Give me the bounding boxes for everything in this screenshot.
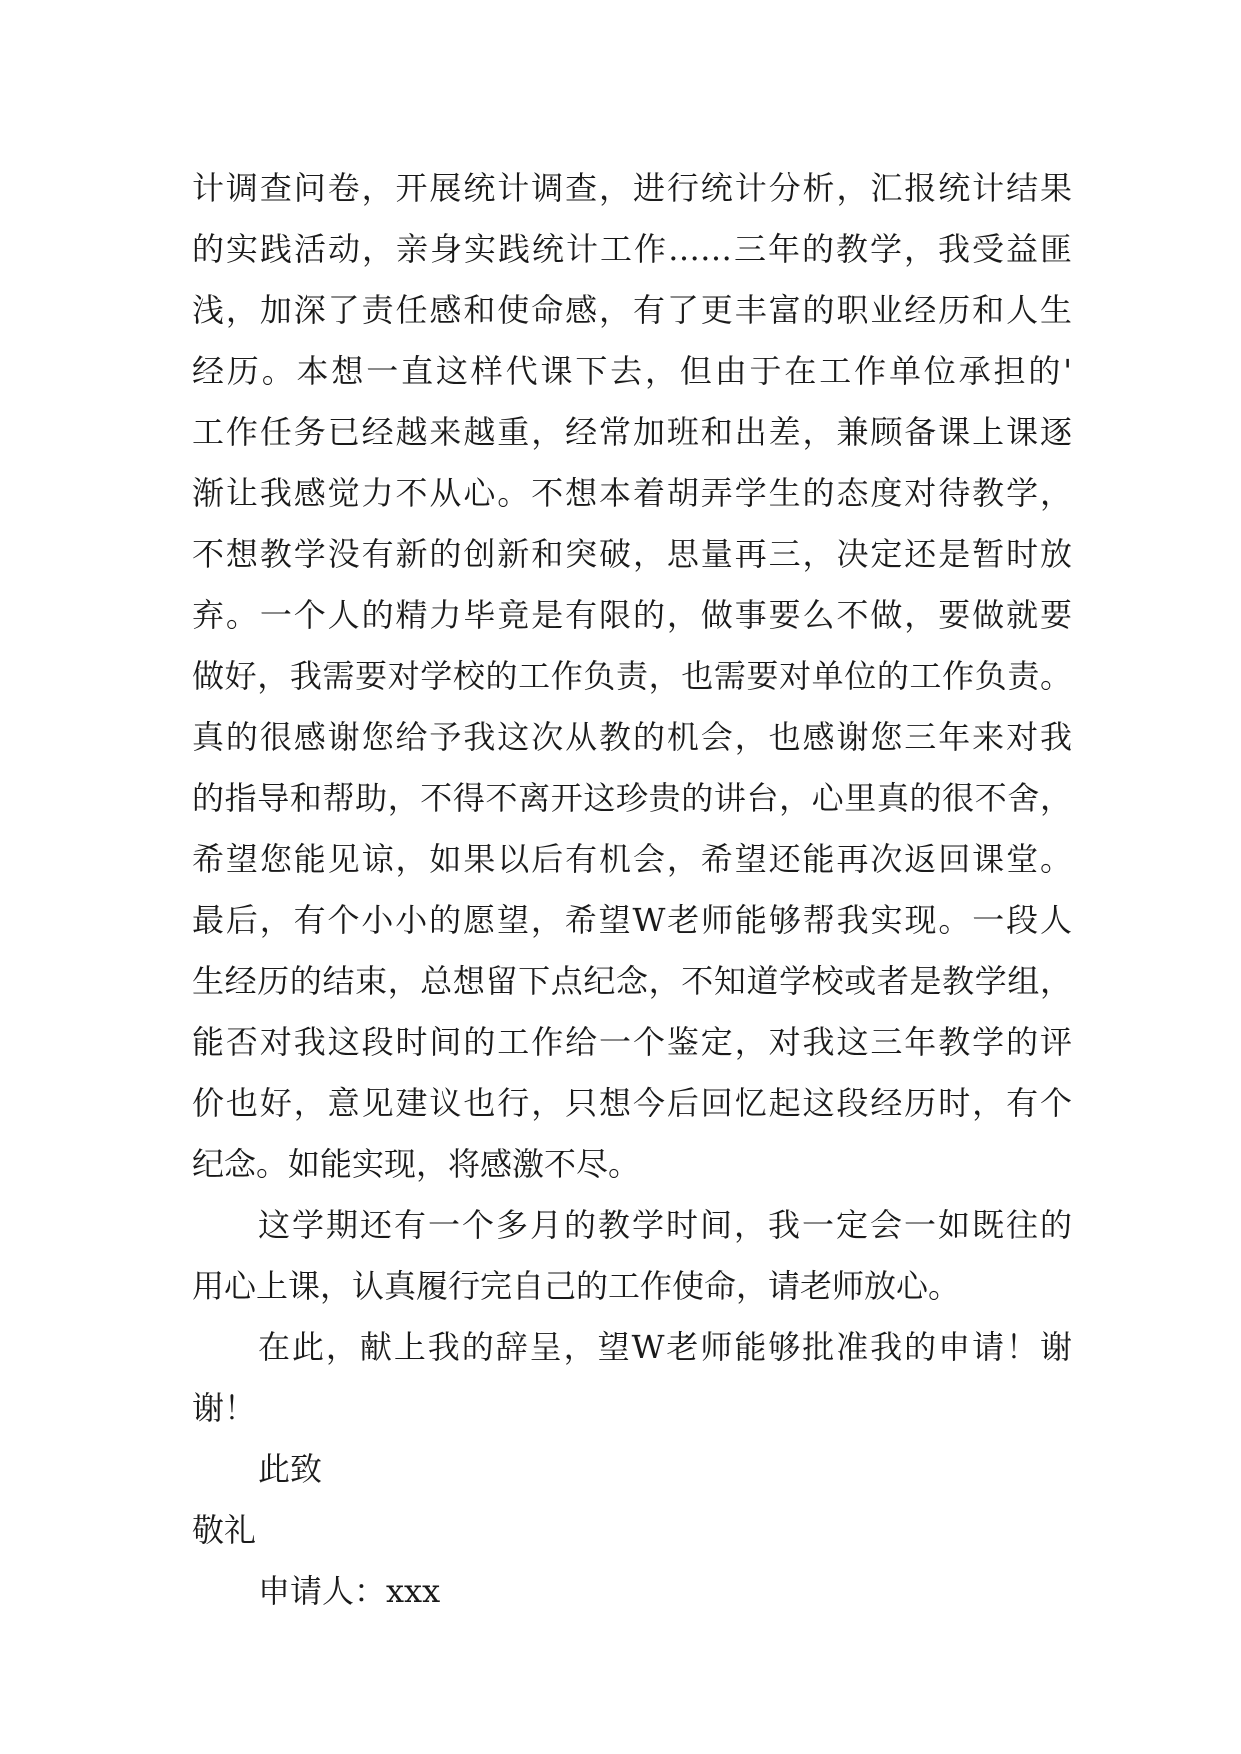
text-line: 能否对我这段时间的工作给一个鉴定，对我这三年教学的评 <box>192 1023 1072 1061</box>
text-line: 渐让我感觉力不从心。不想本着胡弄学生的态度对待教学， <box>192 474 1072 512</box>
text-line: 敬礼 <box>192 1511 257 1549</box>
text-line: 计调查问卷，开展统计调查，进行统计分析，汇报统计结果 <box>192 169 1072 207</box>
text-line: 纪念。如能实现，将感激不尽。 <box>192 1145 641 1183</box>
text-line: 经历。本想一直这样代课下去，但由于在工作单位承担的' <box>192 352 1072 390</box>
text-line: 最后，有个小小的愿望，希望W老师能够帮我实现。一段人 <box>192 901 1072 939</box>
letter-body <box>192 158 1072 1622</box>
text-line: 工作任务已经越来越重，经常加班和出差，兼顾备课上课逐 <box>192 413 1072 451</box>
text-line: 浅，加深了责任感和使命感，有了更丰富的职业经历和人生 <box>192 291 1072 329</box>
text-line: 的实践活动，亲身实践统计工作……三年的教学，我受益匪 <box>192 230 1072 268</box>
text-line: 价也好，意见建议也行，只想今后回忆起这段经历时，有个 <box>192 1084 1072 1122</box>
text-line: 不想教学没有新的创新和突破，思量再三，决定还是暂时放 <box>192 535 1072 573</box>
text-line: 生经历的结束，总想留下点纪念，不知道学校或者是教学组， <box>192 962 1072 1000</box>
text-line: 的指导和帮助，不得不离开这珍贵的讲台，心里真的很不舍， <box>192 779 1072 817</box>
text-line: 这学期还有一个多月的教学时间，我一定会一如既往的 <box>258 1206 1072 1244</box>
text-line: 谢！ <box>192 1389 257 1427</box>
text-line: 用心上课，认真履行完自己的工作使命，请老师放心。 <box>192 1267 961 1305</box>
text-line: 弃。一个人的精力毕竟是有限的，做事要么不做，要做就要 <box>192 596 1072 634</box>
text-line: 此致 <box>258 1450 323 1488</box>
text-line: 真的很感谢您给予我这次从教的机会，也感谢您三年来对我 <box>192 718 1072 756</box>
text-line: 做好，我需要对学校的工作负责，也需要对单位的工作负责。 <box>192 657 1072 695</box>
text-line: 希望您能见谅，如果以后有机会，希望还能再次返回课堂。 <box>192 840 1072 878</box>
text-line: 在此，献上我的辞呈，望W老师能够批准我的申请！谢 <box>258 1328 1072 1366</box>
text-line: 申请人：xxx <box>258 1572 441 1610</box>
